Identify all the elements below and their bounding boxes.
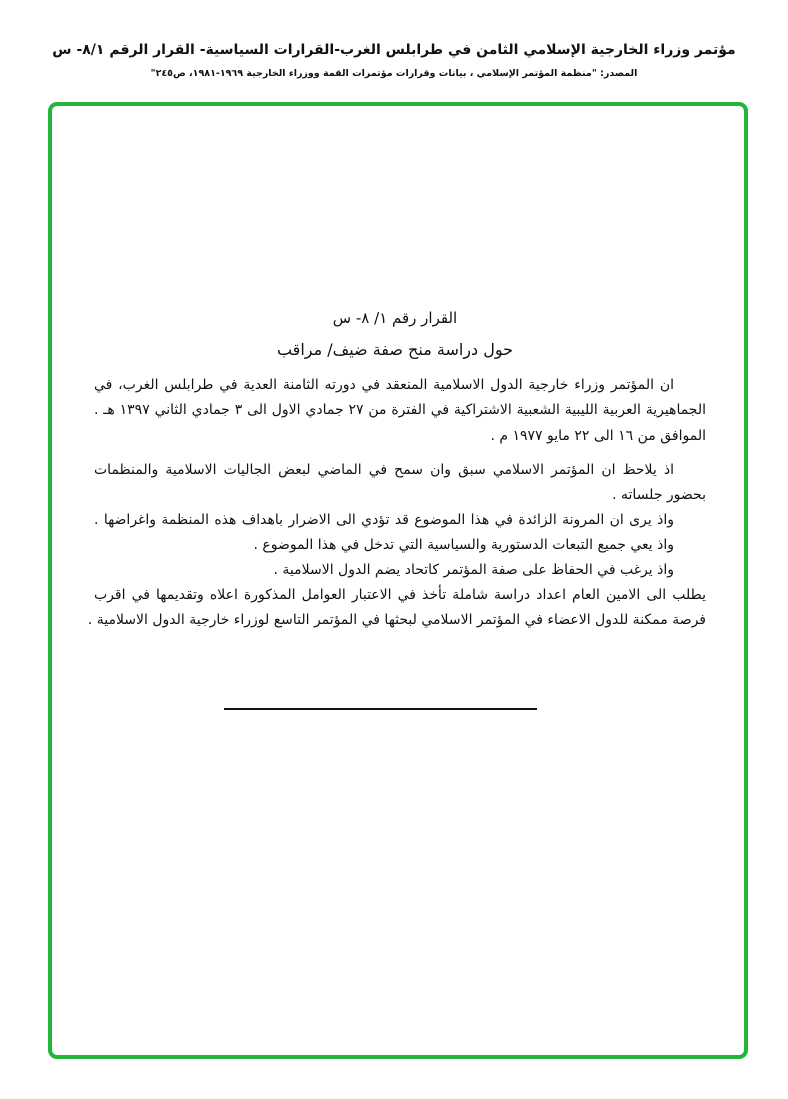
resolution-number: القرار رقم ١/ ٨- س xyxy=(332,309,458,327)
body-line: واذ يعي جميع التبعات الدستورية والسياسية التي تدخل في هذا الموضوع . xyxy=(253,537,674,553)
body-line: بحضور جلساته . xyxy=(612,487,706,503)
resolution-subject: حول دراسة منح صفة ضيف/ مراقب xyxy=(276,340,514,359)
body-line: واذ يرى ان المرونة الزائدة في هذا الموضوع قد تؤدي الى الاضرار باهداف هذه المنظمة واغراضها . xyxy=(94,512,674,528)
body-line: الموافق من ١٦ الى ٢٢ مايو ١٩٧٧ م . xyxy=(490,428,706,444)
document-source: المصدر: "منظمة المؤتمر الإسلامي ، بيانات وقرارات مؤتمرات القمة ووزراء الخارجية ١٩٦٩-١٩٨١، ص٢٤٥" xyxy=(150,68,638,79)
body-line: فرصة ممكنة للدول الاعضاء في المؤتمر الاسلامي لبحثها في المؤتمر التاسع لوزراء خارجية الدول الاسلامية . xyxy=(87,612,706,628)
body-line: يطلب الى الامين العام اعداد دراسة شاملة تأخذ في الاعتبار العوامل المذكورة اعلاه وتقديمها في اقرب xyxy=(94,587,706,603)
body-line: واذ يرغب في الحفاظ على صفة المؤتمر كاتحاد يضم الدول الاسلامية . xyxy=(273,562,674,578)
horizontal-rule xyxy=(224,708,537,710)
body-line: اذ يلاحظ ان المؤتمر الاسلامي سبق وان سمح في الماضي لبعض الجاليات الاسلامية والمنظمات xyxy=(94,462,674,478)
body-line: الجماهيرية العربية الليبية الشعبية الاشتراكية في الفترة من ٢٧ جمادي الاول الى ٣ جمادي الثاني ١٣٩٧ هـ . xyxy=(94,402,706,418)
body-line: ان المؤتمر وزراء خارجية الدول الاسلامية المنعقد في دورته الثامنة العدية في طرابلس الغرب، في xyxy=(94,377,674,393)
document-header-title: مؤتمر وزراء الخارجية الإسلامي الثامن في طرابلس الغرب-القرارات السياسية- القرار الرقم ٨/١- س xyxy=(52,42,736,58)
